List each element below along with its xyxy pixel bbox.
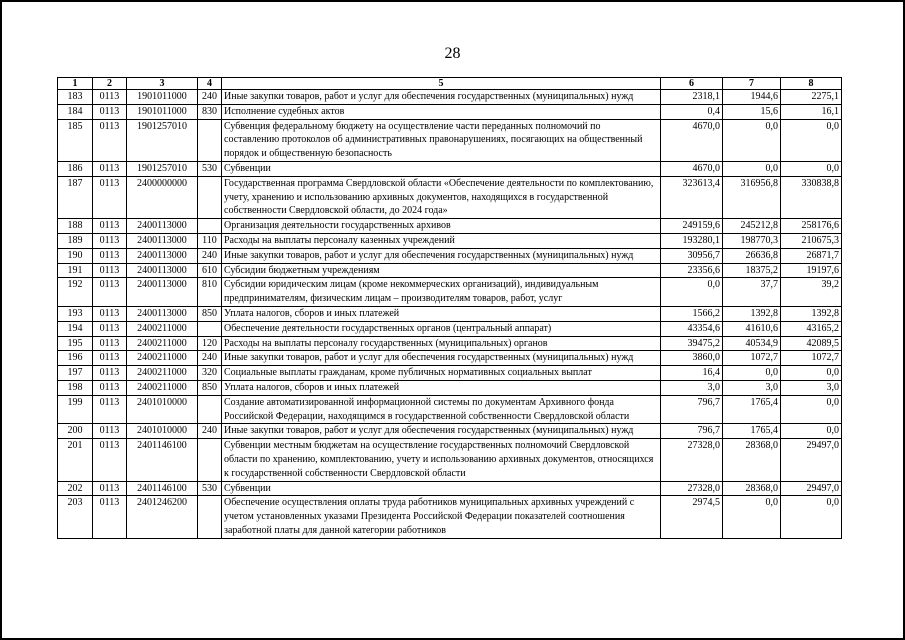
- amount-cell: 198770,3: [723, 233, 781, 248]
- amount-cell: 0,0: [781, 161, 842, 176]
- amount-cell: 29497,0: [781, 481, 842, 496]
- amount-cell: 2318,1: [661, 90, 723, 105]
- amount-cell: 0,0: [781, 119, 842, 161]
- amount-cell: 3,0: [661, 380, 723, 395]
- column-header: 7: [723, 78, 781, 90]
- section-code-cell: 0113: [93, 380, 127, 395]
- amount-cell: 28368,0: [723, 439, 781, 481]
- table-row: [58, 219, 842, 234]
- item-name-cell: Расходы на выплаты персоналу казенных учреждений: [222, 233, 661, 248]
- target-article-code-cell: 2401246200: [127, 496, 198, 538]
- target-article-code-cell: 2400113000: [127, 248, 198, 263]
- amount-cell: 1566,2: [661, 306, 723, 321]
- amount-cell: 3,0: [781, 380, 842, 395]
- amount-cell: 1944,6: [723, 90, 781, 105]
- section-code-cell: 0113: [93, 278, 127, 307]
- section-code-cell: 0113: [93, 248, 127, 263]
- amount-cell: 37,7: [723, 278, 781, 307]
- expense-type-code-cell: [198, 321, 222, 336]
- row-number-cell: 203: [58, 496, 93, 538]
- column-header: 3: [127, 78, 198, 90]
- target-article-code-cell: 2400211000: [127, 380, 198, 395]
- row-number-cell: 197: [58, 366, 93, 381]
- amount-cell: 0,0: [781, 395, 842, 424]
- row-number-cell: 183: [58, 90, 93, 105]
- column-header: 5: [222, 78, 661, 90]
- column-header: 4: [198, 78, 222, 90]
- table-row: [58, 233, 842, 248]
- expense-type-code-cell: 240: [198, 90, 222, 105]
- target-article-code-cell: 2400211000: [127, 336, 198, 351]
- row-number-cell: 201: [58, 439, 93, 481]
- item-name-cell: Субвенция федеральному бюджету на осуществление части переданных полномочий по составлению протоколов об административных правонарушениях, посягающих на общественный порядок и общественную безопасность: [222, 119, 661, 161]
- amount-cell: 42089,5: [781, 336, 842, 351]
- target-article-code-cell: 2400000000: [127, 176, 198, 218]
- amount-cell: 258176,6: [781, 219, 842, 234]
- table-row: [58, 248, 842, 263]
- scan-border-left: [0, 0, 2, 640]
- expense-type-code-cell: 610: [198, 263, 222, 278]
- item-name-cell: Субвенции местным бюджетам на осуществление государственных полномочий Свердловской области по хранению, комплектованию, учету и использованию архивных документов, относящихся к государственной собственности Свердловской области: [222, 439, 661, 481]
- section-code-cell: 0113: [93, 366, 127, 381]
- row-number-cell: 186: [58, 161, 93, 176]
- amount-cell: 0,0: [661, 278, 723, 307]
- section-code-cell: 0113: [93, 119, 127, 161]
- row-number-cell: 195: [58, 336, 93, 351]
- section-code-cell: 0113: [93, 481, 127, 496]
- section-code-cell: 0113: [93, 176, 127, 218]
- amount-cell: 16,1: [781, 104, 842, 119]
- item-name-cell: Государственная программа Свердловской области «Обеспечение деятельности по комплектованию, учету, хранению и использованию архивных документов, находящихся в государственной собственности Свердловской области, до 2024 года»: [222, 176, 661, 218]
- amount-cell: 39475,2: [661, 336, 723, 351]
- amount-cell: 796,7: [661, 395, 723, 424]
- table-row: [58, 321, 842, 336]
- target-article-code-cell: 2400211000: [127, 321, 198, 336]
- section-code-cell: 0113: [93, 90, 127, 105]
- amount-cell: 43354,6: [661, 321, 723, 336]
- amount-cell: 1072,7: [781, 351, 842, 366]
- amount-cell: 323613,4: [661, 176, 723, 218]
- item-name-cell: Иные закупки товаров, работ и услуг для обеспечения государственных (муниципальных) нужд: [222, 424, 661, 439]
- section-code-cell: 0113: [93, 161, 127, 176]
- section-code-cell: 0113: [93, 351, 127, 366]
- item-name-cell: Субсидии бюджетным учреждениям: [222, 263, 661, 278]
- expense-type-code-cell: [198, 439, 222, 481]
- item-name-cell: Иные закупки товаров, работ и услуг для обеспечения государственных (муниципальных) нужд: [222, 351, 661, 366]
- target-article-code-cell: 2400113000: [127, 263, 198, 278]
- item-name-cell: Социальные выплаты гражданам, кроме публичных нормативных социальных выплат: [222, 366, 661, 381]
- section-code-cell: 0113: [93, 321, 127, 336]
- item-name-cell: Иные закупки товаров, работ и услуг для обеспечения государственных (муниципальных) нужд: [222, 248, 661, 263]
- amount-cell: 0,0: [723, 496, 781, 538]
- amount-cell: 15,6: [723, 104, 781, 119]
- table-row: [58, 496, 842, 538]
- table-row: [58, 263, 842, 278]
- amount-cell: 30956,7: [661, 248, 723, 263]
- item-name-cell: Уплата налогов, сборов и иных платежей: [222, 380, 661, 395]
- row-number-cell: 194: [58, 321, 93, 336]
- row-number-cell: 188: [58, 219, 93, 234]
- item-name-cell: Расходы на выплаты персоналу государственных (муниципальных) органов: [222, 336, 661, 351]
- table-row: [58, 90, 842, 105]
- column-header: 8: [781, 78, 842, 90]
- item-name-cell: Создание автоматизированной информационной системы по документам Архивного фонда Российской Федерации, находящимся в государственной собственности Свердловской области: [222, 395, 661, 424]
- section-code-cell: 0113: [93, 219, 127, 234]
- expense-type-code-cell: 120: [198, 336, 222, 351]
- amount-cell: 0,0: [723, 119, 781, 161]
- expense-type-code-cell: [198, 219, 222, 234]
- page-number: 28: [444, 45, 461, 62]
- row-number-cell: 190: [58, 248, 93, 263]
- expense-type-code-cell: [198, 395, 222, 424]
- amount-cell: 26636,8: [723, 248, 781, 263]
- amount-cell: 28368,0: [723, 481, 781, 496]
- item-name-cell: Субсидии юридическим лицам (кроме некоммерческих организаций), индивидуальным предпринимателям, физическим лицам – производителям товаров, работ, услуг: [222, 278, 661, 307]
- amount-cell: 40534,9: [723, 336, 781, 351]
- section-code-cell: 0113: [93, 496, 127, 538]
- expense-type-code-cell: 830: [198, 104, 222, 119]
- item-name-cell: Обеспечение деятельности государственных органов (центральный аппарат): [222, 321, 661, 336]
- item-name-cell: Субвенции: [222, 481, 661, 496]
- table-body: [58, 90, 842, 539]
- row-number-cell: 198: [58, 380, 93, 395]
- amount-cell: 0,0: [781, 424, 842, 439]
- amount-cell: 316956,8: [723, 176, 781, 218]
- scan-border-top: [0, 0, 905, 2]
- section-code-cell: 0113: [93, 439, 127, 481]
- target-article-code-cell: 2401010000: [127, 395, 198, 424]
- target-article-code-cell: 1901257010: [127, 161, 198, 176]
- amount-cell: 27328,0: [661, 481, 723, 496]
- amount-cell: 0,0: [781, 366, 842, 381]
- amount-cell: 4670,0: [661, 161, 723, 176]
- amount-cell: 210675,3: [781, 233, 842, 248]
- amount-cell: 0,0: [781, 496, 842, 538]
- expense-type-code-cell: 850: [198, 380, 222, 395]
- column-header: 6: [661, 78, 723, 90]
- amount-cell: 26871,7: [781, 248, 842, 263]
- row-number-cell: 196: [58, 351, 93, 366]
- row-number-cell: 185: [58, 119, 93, 161]
- amount-cell: 27328,0: [661, 439, 723, 481]
- row-number-cell: 192: [58, 278, 93, 307]
- table-row: [58, 366, 842, 381]
- amount-cell: 0,0: [723, 366, 781, 381]
- target-article-code-cell: 2400211000: [127, 366, 198, 381]
- section-code-cell: 0113: [93, 233, 127, 248]
- expense-type-code-cell: [198, 496, 222, 538]
- expense-type-code-cell: 530: [198, 161, 222, 176]
- table-row: [58, 424, 842, 439]
- target-article-code-cell: 2401010000: [127, 424, 198, 439]
- item-name-cell: Уплата налогов, сборов и иных платежей: [222, 306, 661, 321]
- item-name-cell: Иные закупки товаров, работ и услуг для обеспечения государственных (муниципальных) нужд: [222, 90, 661, 105]
- amount-cell: 0,4: [661, 104, 723, 119]
- expense-type-code-cell: [198, 119, 222, 161]
- expense-type-code-cell: 320: [198, 366, 222, 381]
- target-article-code-cell: 1901011000: [127, 104, 198, 119]
- amount-cell: 249159,6: [661, 219, 723, 234]
- section-code-cell: 0113: [93, 336, 127, 351]
- amount-cell: 796,7: [661, 424, 723, 439]
- amount-cell: 3860,0: [661, 351, 723, 366]
- amount-cell: 1072,7: [723, 351, 781, 366]
- target-article-code-cell: 2400113000: [127, 306, 198, 321]
- target-article-code-cell: 2401146100: [127, 481, 198, 496]
- row-number-cell: 187: [58, 176, 93, 218]
- table-row: [58, 161, 842, 176]
- amount-cell: 3,0: [723, 380, 781, 395]
- row-number-cell: 199: [58, 395, 93, 424]
- expense-type-code-cell: 240: [198, 248, 222, 263]
- amount-cell: 0,0: [723, 161, 781, 176]
- amount-cell: 23356,6: [661, 263, 723, 278]
- table-row: [58, 481, 842, 496]
- table-row: [58, 351, 842, 366]
- column-header: 2: [93, 78, 127, 90]
- item-name-cell: Обеспечение осуществления оплаты труда работников муниципальных архивных учреждений с учетом установленных указами Президента Российской Федерации показателей соотношения заработной платы для данной категории работников: [222, 496, 661, 538]
- expense-type-code-cell: 240: [198, 351, 222, 366]
- amount-cell: 1765,4: [723, 424, 781, 439]
- amount-cell: 16,4: [661, 366, 723, 381]
- amount-cell: 41610,6: [723, 321, 781, 336]
- amount-cell: 193280,1: [661, 233, 723, 248]
- expense-type-code-cell: 240: [198, 424, 222, 439]
- amount-cell: 18375,2: [723, 263, 781, 278]
- section-code-cell: 0113: [93, 306, 127, 321]
- row-number-cell: 193: [58, 306, 93, 321]
- section-code-cell: 0113: [93, 395, 127, 424]
- row-number-cell: 189: [58, 233, 93, 248]
- table-row: [58, 278, 842, 307]
- expense-type-code-cell: 850: [198, 306, 222, 321]
- item-name-cell: Исполнение судебных актов: [222, 104, 661, 119]
- section-code-cell: 0113: [93, 424, 127, 439]
- amount-cell: 39,2: [781, 278, 842, 307]
- target-article-code-cell: 2400113000: [127, 233, 198, 248]
- amount-cell: 1765,4: [723, 395, 781, 424]
- budget-table: [57, 77, 842, 539]
- section-code-cell: 0113: [93, 104, 127, 119]
- row-number-cell: 202: [58, 481, 93, 496]
- amount-cell: 245212,8: [723, 219, 781, 234]
- table-row: [58, 104, 842, 119]
- amount-cell: 1392,8: [723, 306, 781, 321]
- amount-cell: 4670,0: [661, 119, 723, 161]
- table-row: [58, 380, 842, 395]
- section-code-cell: 0113: [93, 263, 127, 278]
- target-article-code-cell: 1901011000: [127, 90, 198, 105]
- row-number-cell: 200: [58, 424, 93, 439]
- expense-type-code-cell: 110: [198, 233, 222, 248]
- table-header-row: [58, 78, 842, 90]
- table-row: [58, 306, 842, 321]
- item-name-cell: Субвенции: [222, 161, 661, 176]
- amount-cell: 29497,0: [781, 439, 842, 481]
- expense-type-code-cell: 810: [198, 278, 222, 307]
- amount-cell: 330838,8: [781, 176, 842, 218]
- table-row: [58, 336, 842, 351]
- target-article-code-cell: 2401146100: [127, 439, 198, 481]
- target-article-code-cell: 2400113000: [127, 278, 198, 307]
- amount-cell: 19197,6: [781, 263, 842, 278]
- amount-cell: 1392,8: [781, 306, 842, 321]
- amount-cell: 2974,5: [661, 496, 723, 538]
- row-number-cell: 191: [58, 263, 93, 278]
- table-row: [58, 395, 842, 424]
- amount-cell: 43165,2: [781, 321, 842, 336]
- target-article-code-cell: 2400113000: [127, 219, 198, 234]
- amount-cell: 2275,1: [781, 90, 842, 105]
- expense-type-code-cell: 530: [198, 481, 222, 496]
- column-header: 1: [58, 78, 93, 90]
- table-row: [58, 439, 842, 481]
- table-row: [58, 176, 842, 218]
- expense-type-code-cell: [198, 176, 222, 218]
- target-article-code-cell: 1901257010: [127, 119, 198, 161]
- row-number-cell: 184: [58, 104, 93, 119]
- item-name-cell: Организация деятельности государственных архивов: [222, 219, 661, 234]
- table-row: [58, 119, 842, 161]
- target-article-code-cell: 2400211000: [127, 351, 198, 366]
